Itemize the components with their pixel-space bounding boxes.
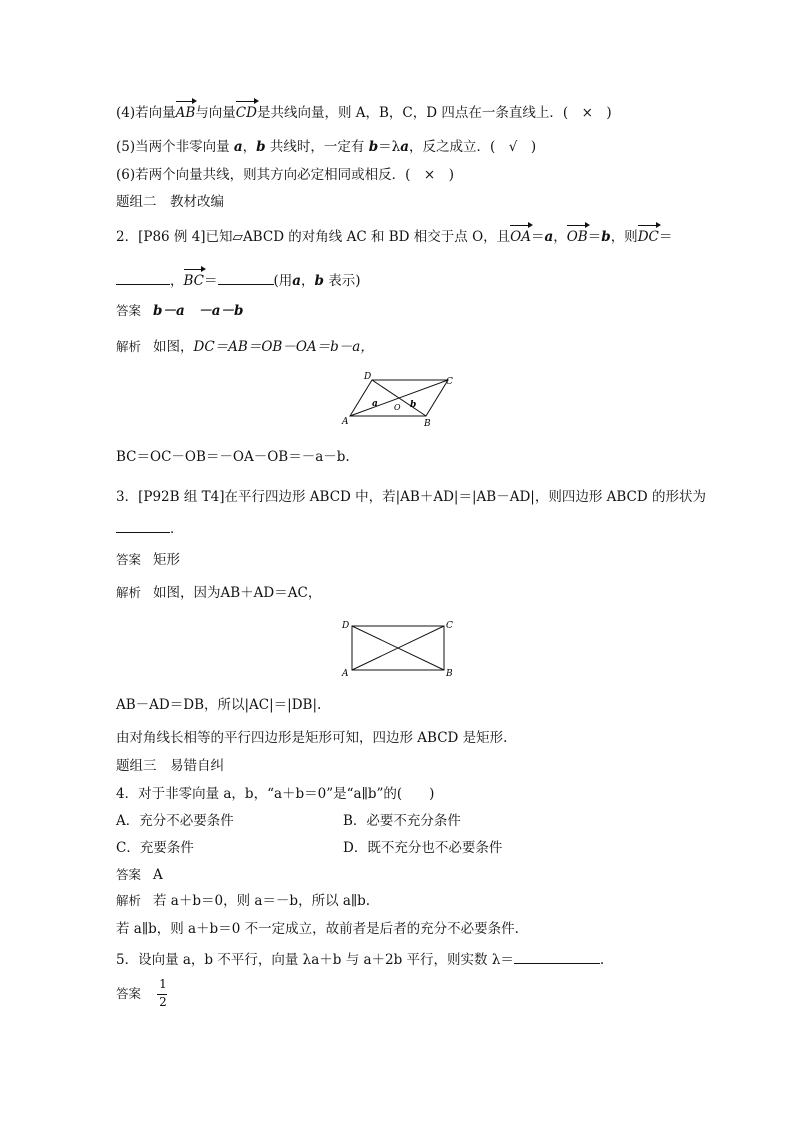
group3-title: 题组三 易错自纠 [116,758,224,774]
p5-stem: 5．设向量 a，b 不平行，向量 λa＋b 与 a＋2b 平行，则实数 λ＝ . [116,949,604,969]
p3-stem-line2: ． [116,518,184,538]
answer-blank-4[interactable] [514,949,600,964]
vector-cd: CD [235,105,257,121]
vector-dc: DC [637,229,659,245]
p3-answer: 答案 矩形 [116,552,181,568]
p4-option-c[interactable]: C．充要条件 [116,840,194,856]
fig1-label-o: O [394,403,401,412]
q5-line: (5)当两个非零向量 a，b 共线时，一定有 b＝λa，反之成立．( √ ) [116,139,537,155]
answer-blank-3[interactable] [116,518,170,533]
p2-stem-line2: ，BC＝ (用a，b 表示) [116,270,361,290]
vector-ab: AB [175,105,196,121]
p4-option-d[interactable]: D．既不充分也不必要条件 [343,840,503,856]
fig2-label-c: C [446,621,453,631]
answer-blank-2[interactable] [218,270,274,285]
p2-analysis2: BC＝OC－OB＝－OA－OB＝－a－b. [116,449,350,465]
vector-ob: OB [566,229,588,245]
p3-analysis2: AB－AD＝DB，所以|AC|＝|DB|. [116,697,322,713]
fig1-label-b: B [424,419,431,429]
answer-blank-1[interactable] [116,270,170,285]
fig1-label-a: A [342,417,349,427]
fig2-label-b: B [446,669,453,679]
q4-line: (4)若向量AB与向量CD是共线向量，则 A，B，C，D 四点在一条直线上．( × ) [116,105,612,121]
parallelogram-figure [338,368,462,430]
fig2-label-d: D [342,621,350,631]
fig1-label-d: D [364,372,372,382]
fig1-label-vec-a: a [372,399,378,409]
rectangle-figure [338,616,462,682]
p4-answer: 答案 A [116,867,163,883]
fraction-numerator: 1 [159,977,167,991]
p3-analysis3: 由对角线长相等的平行四边形是矩形可知，四边形 ABCD 是矩形. [116,730,508,746]
fraction-denominator: 2 [159,995,167,1009]
p4-stem: 4．对于非零向量 a，b，“a＋b＝0”是“a∥b”的( ) [116,786,435,802]
fig2-label-a: A [342,669,349,679]
p4-analysis2: 若 a∥b，则 a＋b＝0 不一定成立，故前者是后者的充分不必要条件. [116,921,519,937]
vector-bc: BC [183,273,205,289]
group2-title: 题组二 教材改编 [116,194,224,210]
p3-stem-line1: 3．[P92B 组 T4]在平行四边形 ABCD 中，若|AB＋AD|＝|AB－AD|，则四边形 ABCD 的形状为 [116,489,706,505]
p4-option-b[interactable]: B．必要不充分条件 [343,813,461,829]
p3-analysis: 解析 如图，因为AB＋AD＝AC， [116,585,322,601]
p5-answer-label: 答案 [116,986,142,1001]
q6-line: (6)若两个向量共线，则其方向必定相同或相反．( × ) [116,167,454,183]
p2-analysis: 解析 如图，DC＝AB＝OB－OA＝b－a， [116,339,374,355]
vector-oa: OA [510,229,531,245]
p4-option-a[interactable]: A．充分不必要条件 [116,813,234,829]
p2-stem-line1: 2．[P86 例 4]已知▱ABCD 的对角线 AC 和 BD 相交于点 O，且OA＝a，OB＝b，则DC＝ [116,229,673,245]
fig1-label-c: C [446,377,453,387]
p4-analysis: 解析 若 a＋b＝0，则 a＝－b，所以 a∥b. [116,893,371,909]
fig1-label-vec-b: b [410,400,417,410]
p2-answer: 答案 b－a －a－b [116,303,244,319]
